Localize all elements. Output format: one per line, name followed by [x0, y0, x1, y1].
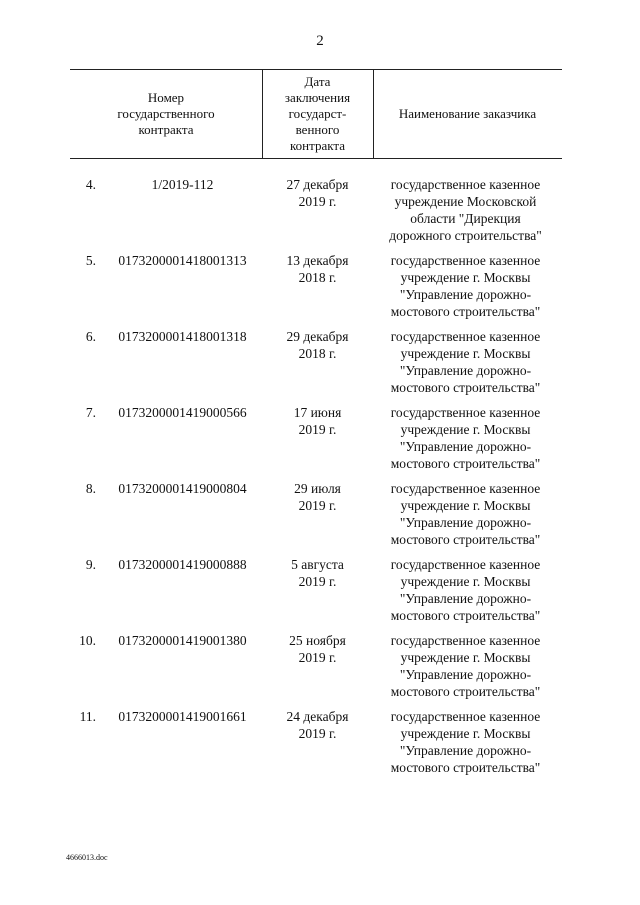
row-number: 10.: [79, 633, 96, 648]
contract-date: [262, 252, 373, 286]
contract-number: 1/2019-112: [151, 177, 214, 192]
customer-line: учреждение г. Москвы: [400, 650, 531, 665]
customer-line: государственное казенное: [390, 633, 541, 648]
customer-line: "Управление дорожно-: [399, 363, 532, 378]
header-line: заключения: [284, 89, 351, 105]
row-number: 11.: [79, 709, 96, 724]
contract-number: 0173200001419000566: [118, 405, 247, 420]
customer-line: "Управление дорожно-: [399, 591, 532, 606]
date-line: 29 декабря: [286, 329, 349, 344]
customer-line: "Управление дорожно-: [399, 287, 532, 302]
contract-date: [262, 328, 373, 362]
header-line: государственного: [117, 105, 215, 121]
contract-date: [262, 404, 373, 438]
customer-line: "Управление дорожно-: [399, 515, 532, 530]
customer-name: [373, 176, 558, 244]
header-customer-name: [373, 69, 562, 158]
contract-date: [262, 480, 373, 514]
row-number: 9.: [85, 557, 96, 572]
customer-name: [373, 632, 558, 700]
header-line: контракта: [138, 121, 194, 137]
customer-line: области "Дирекция: [410, 211, 521, 226]
page-number: 2: [316, 33, 324, 49]
table-row: [0, 708, 640, 784]
contract-date: [262, 556, 373, 590]
customer-line: мостового строительства": [390, 380, 541, 395]
row-number: 8.: [85, 481, 96, 496]
customer-line: "Управление дорожно-: [399, 743, 532, 758]
date-line: 13 декабря: [286, 253, 349, 268]
header-line: Дата: [304, 73, 331, 89]
date-line: 5 августа: [291, 557, 344, 572]
table-row: [0, 404, 640, 480]
date-line: 2018 г.: [298, 346, 337, 361]
header-contract-date: [262, 69, 373, 158]
customer-line: дорожного строительства": [389, 228, 542, 243]
date-line: 2019 г.: [298, 194, 337, 209]
table-body: [0, 176, 640, 784]
table-row: [0, 556, 640, 632]
document-filename: 4666013.doc: [66, 853, 108, 862]
date-line: 2019 г.: [298, 650, 337, 665]
contract-number: 0173200001418001313: [118, 253, 247, 268]
customer-line: государственное казенное: [390, 177, 541, 192]
date-line: 24 декабря: [286, 709, 349, 724]
customer-line: учреждение г. Москвы: [400, 574, 531, 589]
customer-line: мостового строительства": [390, 608, 541, 623]
customer-name: [373, 328, 558, 396]
customer-line: учреждение г. Москвы: [400, 726, 531, 741]
date-line: 2019 г.: [298, 422, 337, 437]
customer-line: мостового строительства": [390, 760, 541, 775]
customer-line: государственное казенное: [390, 481, 541, 496]
contract-number: 0173200001418001318: [118, 329, 247, 344]
header-line: контракта: [290, 137, 345, 153]
date-line: 2019 г.: [298, 498, 337, 513]
row-number: 7.: [85, 405, 96, 420]
table-row: [0, 480, 640, 556]
date-line: 2019 г.: [298, 726, 337, 741]
table-header-bottom-rule: [70, 158, 562, 159]
date-line: 29 июля: [294, 481, 341, 496]
customer-line: учреждение г. Москвы: [400, 270, 531, 285]
customer-line: мостового строительства": [390, 456, 541, 471]
contract-date: [262, 632, 373, 666]
row-number: 5.: [85, 253, 96, 268]
customer-line: мостового строительства": [390, 684, 541, 699]
contract-number: 0173200001419001661: [118, 709, 247, 724]
customer-name: [373, 708, 558, 776]
customer-line: государственное казенное: [390, 405, 541, 420]
table-row: [0, 252, 640, 328]
date-line: 2018 г.: [298, 270, 337, 285]
date-line: 2019 г.: [298, 574, 337, 589]
header-line: Наименование заказчика: [398, 105, 537, 121]
customer-line: учреждение г. Москвы: [400, 422, 531, 437]
date-line: 17 июня: [293, 405, 342, 420]
customer-line: государственное казенное: [390, 253, 541, 268]
customer-name: [373, 404, 558, 472]
contract-number: 0173200001419000804: [118, 481, 247, 496]
customer-line: государственное казенное: [390, 557, 541, 572]
customer-name: [373, 252, 558, 320]
table-row: [0, 176, 640, 252]
customer-name: [373, 480, 558, 548]
customer-line: учреждение Московской: [394, 194, 537, 209]
customer-line: учреждение г. Москвы: [400, 498, 531, 513]
customer-name: [373, 556, 558, 624]
header-line: государст-: [288, 105, 347, 121]
customer-line: "Управление дорожно-: [399, 667, 532, 682]
customer-line: мостового строительства": [390, 532, 541, 547]
table-row: [0, 632, 640, 708]
table-row: [0, 328, 640, 404]
customer-line: "Управление дорожно-: [399, 439, 532, 454]
date-line: 27 декабря: [286, 177, 349, 192]
row-number: 4.: [85, 177, 96, 192]
date-line: 25 ноября: [289, 633, 346, 648]
header-contract-number: [70, 69, 262, 158]
customer-line: учреждение г. Москвы: [400, 346, 531, 361]
row-number: 6.: [85, 329, 96, 344]
header-line: венного: [295, 121, 340, 137]
header-line: Номер: [147, 89, 185, 105]
contract-date: [262, 708, 373, 742]
customer-line: государственное казенное: [390, 329, 541, 344]
contract-date: [262, 176, 373, 210]
customer-line: мостового строительства": [390, 304, 541, 319]
contract-number: 0173200001419001380: [118, 633, 247, 648]
contract-number: 0173200001419000888: [118, 557, 247, 572]
customer-line: государственное казенное: [390, 709, 541, 724]
